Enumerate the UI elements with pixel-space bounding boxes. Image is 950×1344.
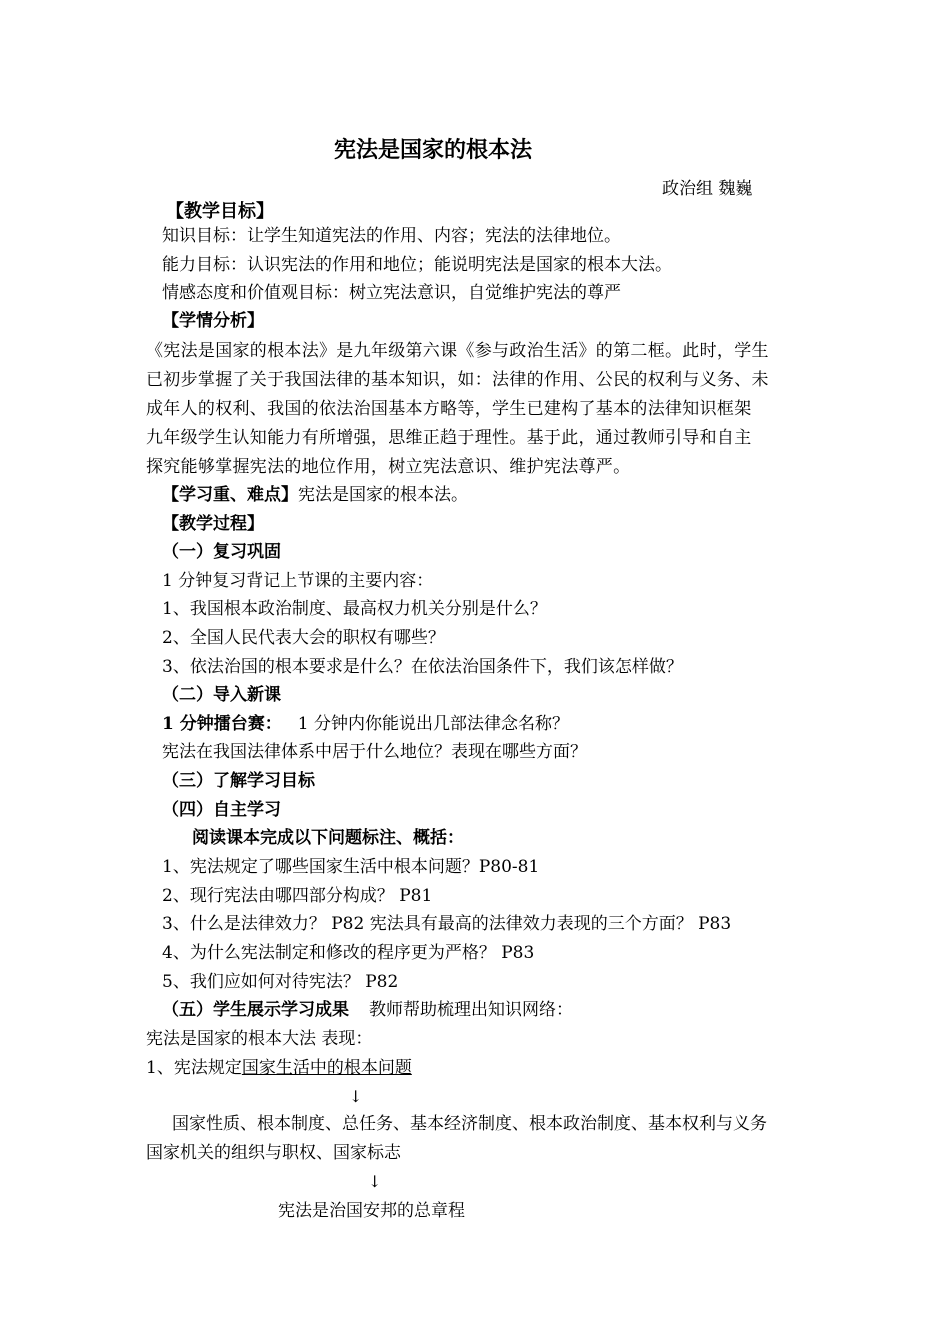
self-study-question: 3、什么是法律效力？ P82 宪法具有最高的法律效力表现的三个方面？ P83	[162, 914, 732, 934]
self-study-heading: （四）自主学习	[162, 800, 281, 820]
network-point-underlined: 国家生活中的根本问题	[241, 1058, 412, 1078]
objective-emotion: 情感态度和价值观目标：树立宪法意识，自觉维护宪法的尊严	[162, 283, 621, 303]
contest-text: 1 分钟内你能说出几部法律念名称？	[297, 714, 569, 734]
self-study-question: 5、我们应如何对待宪法？ P82	[162, 972, 399, 992]
review-question: 2、全国人民代表大会的职权有哪些？	[162, 628, 445, 648]
analysis-heading: 【学情分析】	[162, 311, 264, 331]
review-question: 1、我国根本政治制度、最高权力机关分别是什么？	[162, 599, 547, 619]
objective-ability: 能力目标：认识宪法的作用和地位；能说明宪法是国家的根本大法。	[162, 255, 672, 275]
show-line	[162, 999, 573, 1021]
author: 政治组 魏巍	[662, 179, 753, 199]
objectives-heading: 【教学目标】	[166, 201, 274, 222]
network-content-line: 国家性质、根本制度、总任务、基本经济制度、根本政治制度、基本权利与义务	[172, 1114, 767, 1134]
focus-heading: 【学习重、难点】	[162, 485, 298, 505]
objective-knowledge: 知识目标：让学生知道宪法的作用、内容；宪法的法律地位。	[162, 226, 621, 246]
network-line: 宪法是国家的根本大法 表现：	[146, 1029, 373, 1049]
self-study-question: 1、宪法规定了哪些国家生活中根本问题？P80-81	[162, 857, 540, 877]
down-arrow-icon: ↓	[349, 1087, 363, 1106]
analysis-line: 九年级学生认知能力有所增强，思维正趋于理性。基于此，通过教师引导和自主	[146, 428, 752, 448]
show-heading: （五）学生展示学习成果	[162, 1000, 349, 1020]
goals-heading: （三）了解学习目标	[162, 771, 315, 791]
analysis-line: 探究能够掌握宪法的地位作用，树立宪法意识、维护宪法尊严。	[146, 457, 631, 477]
process-heading: 【教学过程】	[162, 514, 264, 534]
page-title: 宪法是国家的根本法	[334, 137, 533, 163]
network-content-line: 国家机关的组织与职权、国家标志	[146, 1143, 401, 1163]
focus-text: 宪法是国家的根本法。	[298, 485, 468, 505]
network-point	[146, 1057, 412, 1079]
contest-line	[162, 713, 569, 735]
self-study-instruction: 阅读课本完成以下问题标注、概括：	[192, 828, 464, 848]
network-conclusion: 宪法是治国安邦的总章程	[278, 1201, 465, 1221]
analysis-line: 成年人的权利、我国的依法治国基本方略等，学生已建构了基本的法律知识框架	[146, 399, 752, 419]
self-study-question: 4、为什么宪法制定和修改的程序更为严格？ P83	[162, 943, 535, 963]
review-intro: 1 分钟复习背记上节课的主要内容：	[162, 571, 434, 591]
review-heading: （一）复习巩固	[162, 542, 281, 562]
intro-question: 宪法在我国法律体系中居于什么地位？表现在哪些方面？	[162, 742, 587, 762]
review-question: 3、依法治国的根本要求是什么？在依法治国条件下，我们该怎样做？	[162, 657, 683, 677]
network-point-prefix: 1、宪法规定	[146, 1058, 242, 1078]
down-arrow-icon: ↓	[368, 1172, 382, 1191]
self-study-question: 2、现行宪法由哪四部分构成？ P81	[162, 886, 433, 906]
contest-label: 1 分钟擂台赛：	[162, 714, 282, 734]
show-text: 教师帮助梳理出知识网络：	[369, 1000, 573, 1020]
analysis-line: 《宪法是国家的根本法》是九年级第六课《参与政治生活》的第二框。此时，学生	[146, 341, 769, 361]
analysis-line: 已初步掌握了关于我国法律的基本知识，如：法律的作用、公民的权利与义务、未	[146, 370, 769, 390]
focus-line	[162, 484, 468, 506]
intro-new-heading: （二）导入新课	[162, 685, 281, 705]
